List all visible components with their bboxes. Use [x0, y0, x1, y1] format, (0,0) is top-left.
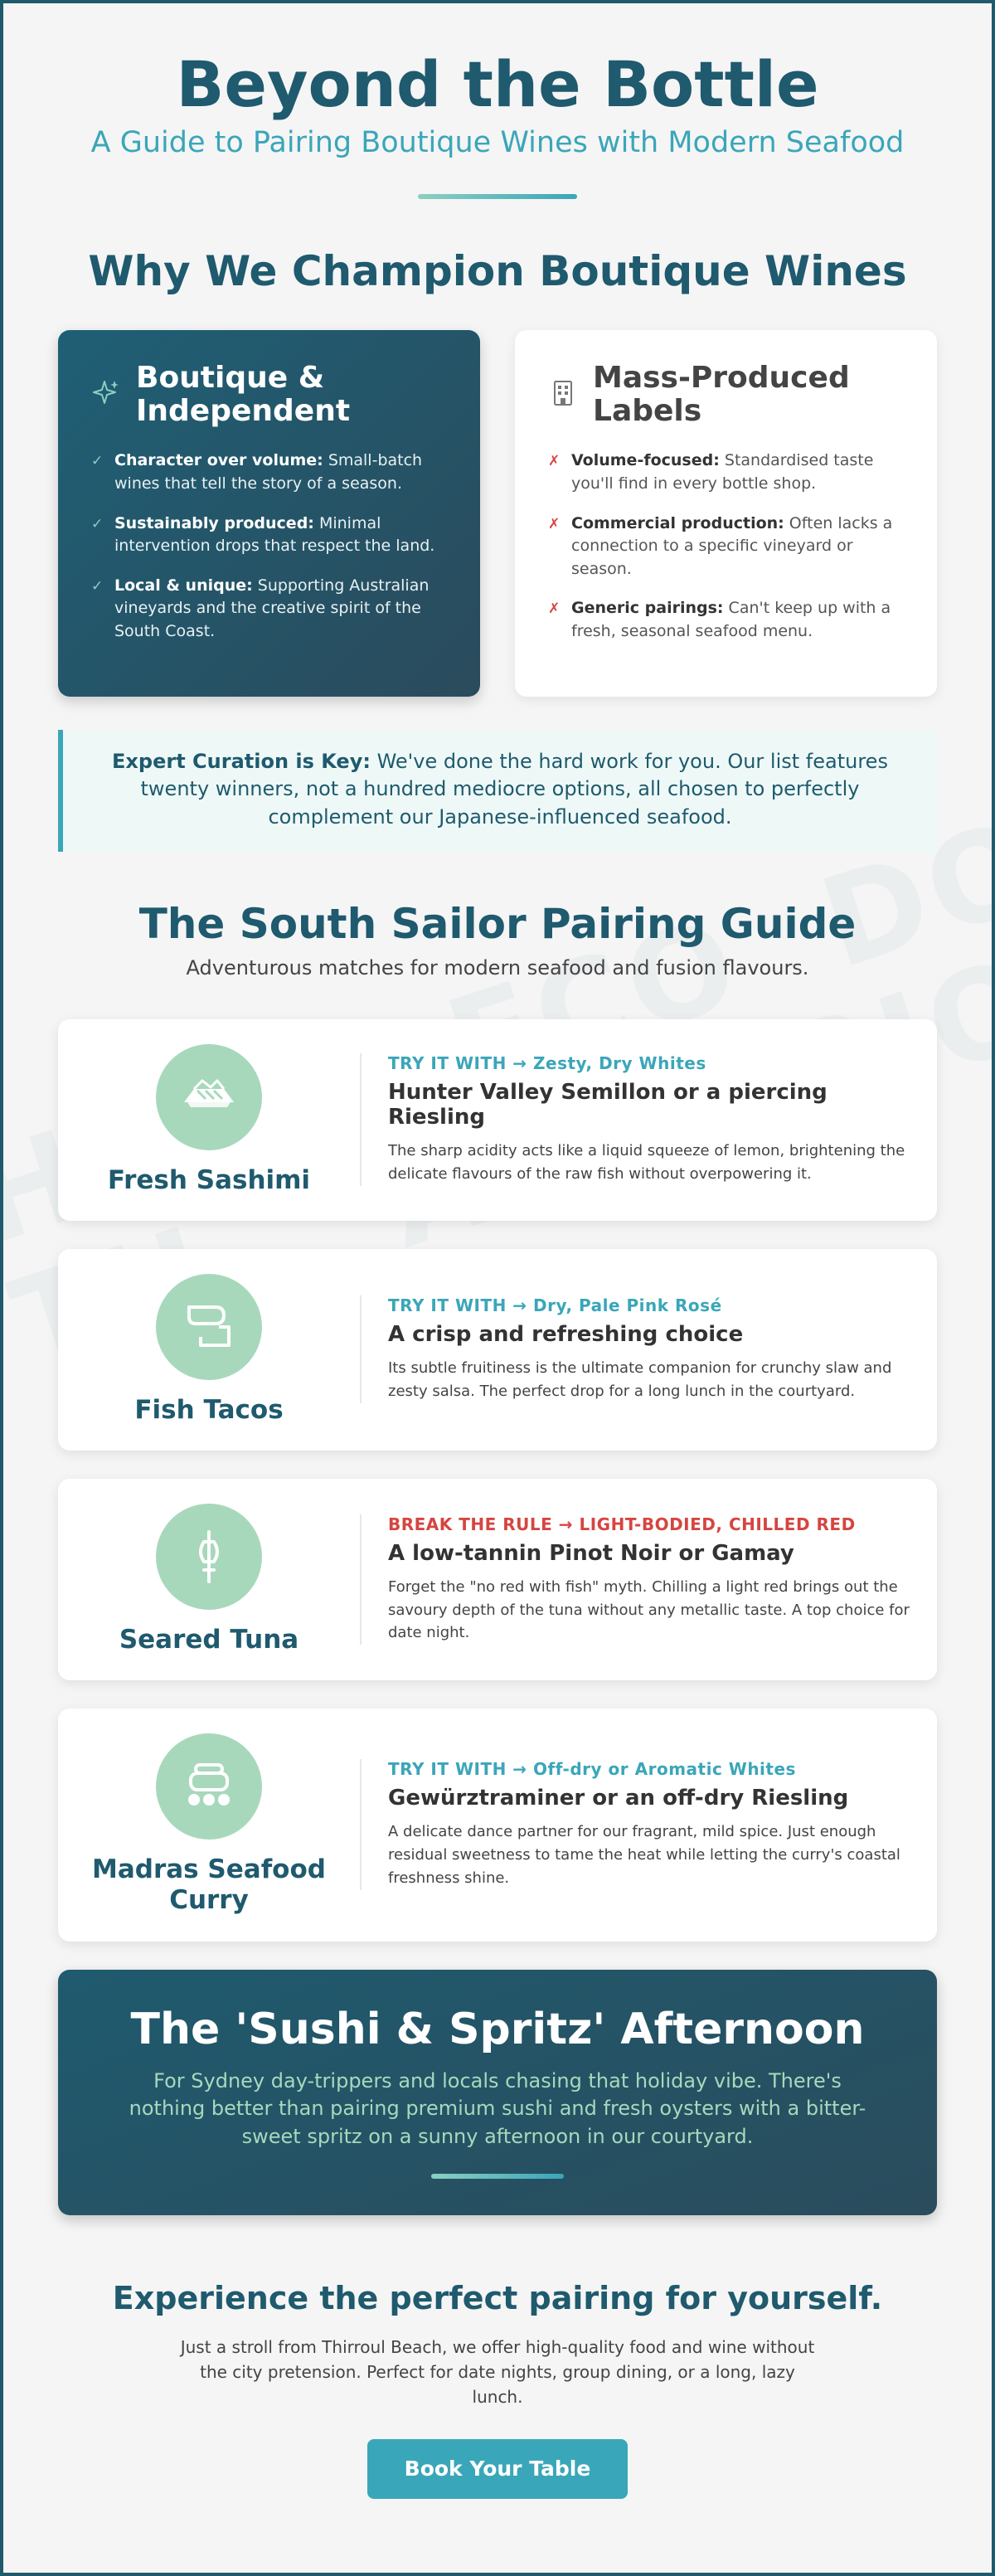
check-icon: ✓	[91, 515, 104, 532]
pairing-tag: TRY IT WITH → Zesty, Dry Whites	[388, 1053, 706, 1074]
pairing-food	[58, 1504, 360, 1655]
list-item-bold: Volume-focused:	[571, 451, 720, 470]
pairing-card-seared-tuna	[58, 1479, 937, 1680]
list-item	[548, 597, 904, 643]
food-name: Madras Seafood Curry	[92, 1854, 326, 1916]
cross-icon: ✗	[548, 453, 561, 470]
book-table-button[interactable]: Book Your Table	[367, 2439, 628, 2499]
food-icon-circle	[156, 1504, 262, 1610]
boutique-card-header	[91, 362, 447, 429]
pairing-description: Its subtle fruitiness is the ultimate companion for crunchy slaw and zesty salsa. The perfect drop for a long lunch in the courtyard.	[388, 1359, 892, 1401]
cta-text: Just a stroll from Thirroul Beach, we offer high-quality food and wine without the city pretension. Perfect for date nights, group dining, or a long, lazy lunch.	[180, 2336, 815, 2407]
header-divider	[418, 194, 577, 199]
food-name: Fish Tacos	[134, 1394, 284, 1425]
pairing-wine: Hunter Valley Semillon or a piercing Riesling	[388, 1080, 828, 1130]
pairing-card-fish-tacos	[58, 1249, 937, 1451]
page-header	[3, 3, 992, 199]
callout-text: We've done the hard work for you. Our list features twenty winners, not a hundred mediocre options, all chosen to perfectly complement our Japanese-influenced seafood.	[140, 749, 888, 829]
sushi-spritz-banner	[58, 1970, 937, 2215]
list-item-bold: Commercial production:	[571, 513, 784, 532]
list-item-text	[571, 513, 904, 581]
sparkle-icon	[91, 378, 121, 408]
list-item-text	[114, 513, 447, 558]
page-title: Beyond the Bottle	[176, 47, 819, 121]
pairing-description: Forget the "no red with fish" myth. Chilling a light red brings out the savoury depth of the tuna without any metallic taste. A top choice for date night.	[388, 1577, 910, 1642]
banner-text: For Sydney day-trippers and locals chasing that holiday vibe. There's nothing better than pairing premium sushi and fresh oysters with a bitter-sweet spritz on a sunny afternoon in our courtyard.	[129, 2068, 866, 2148]
pairing-wine: A low-tannin Pinot Noir or Gamay	[388, 1540, 794, 1566]
mass-produced-card	[515, 330, 937, 697]
list-item-body: Standardised taste you'll find in every bottle shop.	[571, 451, 874, 493]
list-item-bold: Character over volume:	[114, 451, 323, 470]
sashimi-icon	[177, 1066, 240, 1129]
building-icon	[548, 378, 578, 408]
cta-title: Experience the perfect pairing for yourself.	[112, 2279, 883, 2316]
guide-section-title: The South Sailor Pairing Guide	[138, 899, 857, 948]
pairing-details	[360, 1295, 912, 1403]
pairing-tag: TRY IT WITH → Off-dry or Aromatic Whites	[388, 1759, 796, 1780]
pairing-list	[58, 1019, 937, 1942]
boutique-card	[58, 330, 480, 697]
banner-divider	[431, 2174, 564, 2179]
pairing-details	[360, 1514, 912, 1645]
list-item	[548, 450, 904, 495]
cross-icon: ✗	[548, 600, 561, 618]
list-item	[91, 575, 447, 644]
pairing-description: A delicate dance partner for our fragrant, mild spice. Just enough residual sweetness to tame the heat while letting the curry's coastal freshness shine.	[388, 1823, 900, 1888]
pairing-food	[58, 1274, 360, 1426]
list-item-text	[571, 597, 904, 643]
food-name: Seared Tuna	[119, 1624, 299, 1655]
guide-subtitle: Adventurous matches for modern seafood and fusion flavours.	[186, 955, 809, 979]
page-subtitle: A Guide to Pairing Boutique Wines with Modern Seafood	[90, 125, 905, 159]
banner-title: The 'Sushi & Spritz' Afternoon	[130, 2004, 865, 2054]
list-item-bold: Local & unique:	[114, 576, 253, 595]
tuna-icon	[177, 1525, 240, 1588]
check-icon: ✓	[91, 453, 104, 470]
pairing-wine: Gewürztraminer or an off-dry Riesling	[388, 1786, 849, 1811]
pairing-tag: BREAK THE RULE → LIGHT-BODIED, CHILLED RED	[388, 1514, 856, 1534]
list-item-body: Can't keep up with a fresh, seasonal seafood menu.	[571, 599, 891, 640]
pairing-card-sashimi	[58, 1019, 937, 1221]
call-to-action	[3, 2280, 992, 2499]
pairing-tag: TRY IT WITH → Dry, Pale Pink Rosé	[388, 1295, 722, 1316]
pairing-description: The sharp acidity acts like a liquid squeeze of lemon, brightening the delicate flavours of the raw fish without overpowering it.	[388, 1142, 905, 1184]
list-item	[548, 513, 904, 581]
pairing-food	[58, 1044, 360, 1196]
boutique-card-heading: Boutique & Independent	[136, 360, 351, 429]
list-item-text	[114, 575, 447, 644]
boutique-list	[91, 450, 447, 643]
cross-icon: ✗	[548, 515, 561, 532]
pairing-food	[58, 1733, 360, 1916]
comparison-cards	[58, 330, 937, 697]
list-item-text	[114, 450, 447, 495]
food-icon-circle	[156, 1044, 262, 1150]
mass-card-heading: Mass-Produced Labels	[593, 360, 850, 429]
mass-list	[548, 450, 904, 643]
list-item-body: Minimal intervention drops that respect the land.	[114, 513, 435, 556]
list-item-body: Often lacks a connection to a specific vineyard or season.	[571, 513, 893, 578]
food-icon-circle	[156, 1733, 262, 1840]
pairing-card-seafood-curry	[58, 1708, 937, 1941]
pairing-wine: A crisp and refreshing choice	[388, 1322, 744, 1348]
curry-icon	[177, 1755, 240, 1818]
why-section-title: Why We Champion Boutique Wines	[88, 246, 907, 295]
list-item	[91, 513, 447, 558]
food-icon-circle	[156, 1274, 262, 1380]
list-item-body: Supporting Australian vineyards and the creative spirit of the South Coast.	[114, 576, 430, 640]
list-item	[91, 450, 447, 495]
list-item-text	[571, 450, 904, 495]
callout-bold: Expert Curation is Key:	[112, 749, 371, 773]
list-item-body: Small-batch wines that tell the story of a season.	[114, 451, 423, 493]
list-item-bold: Generic pairings:	[571, 599, 724, 618]
list-item-bold: Sustainably produced:	[114, 513, 314, 532]
pairing-details	[360, 1759, 912, 1890]
taco-icon	[177, 1295, 240, 1358]
mass-card-header	[548, 362, 904, 429]
food-name: Fresh Sashimi	[107, 1164, 311, 1195]
expert-curation-callout	[58, 730, 937, 852]
check-icon: ✓	[91, 577, 104, 595]
pairing-details	[360, 1053, 912, 1186]
content	[3, 3, 992, 2499]
